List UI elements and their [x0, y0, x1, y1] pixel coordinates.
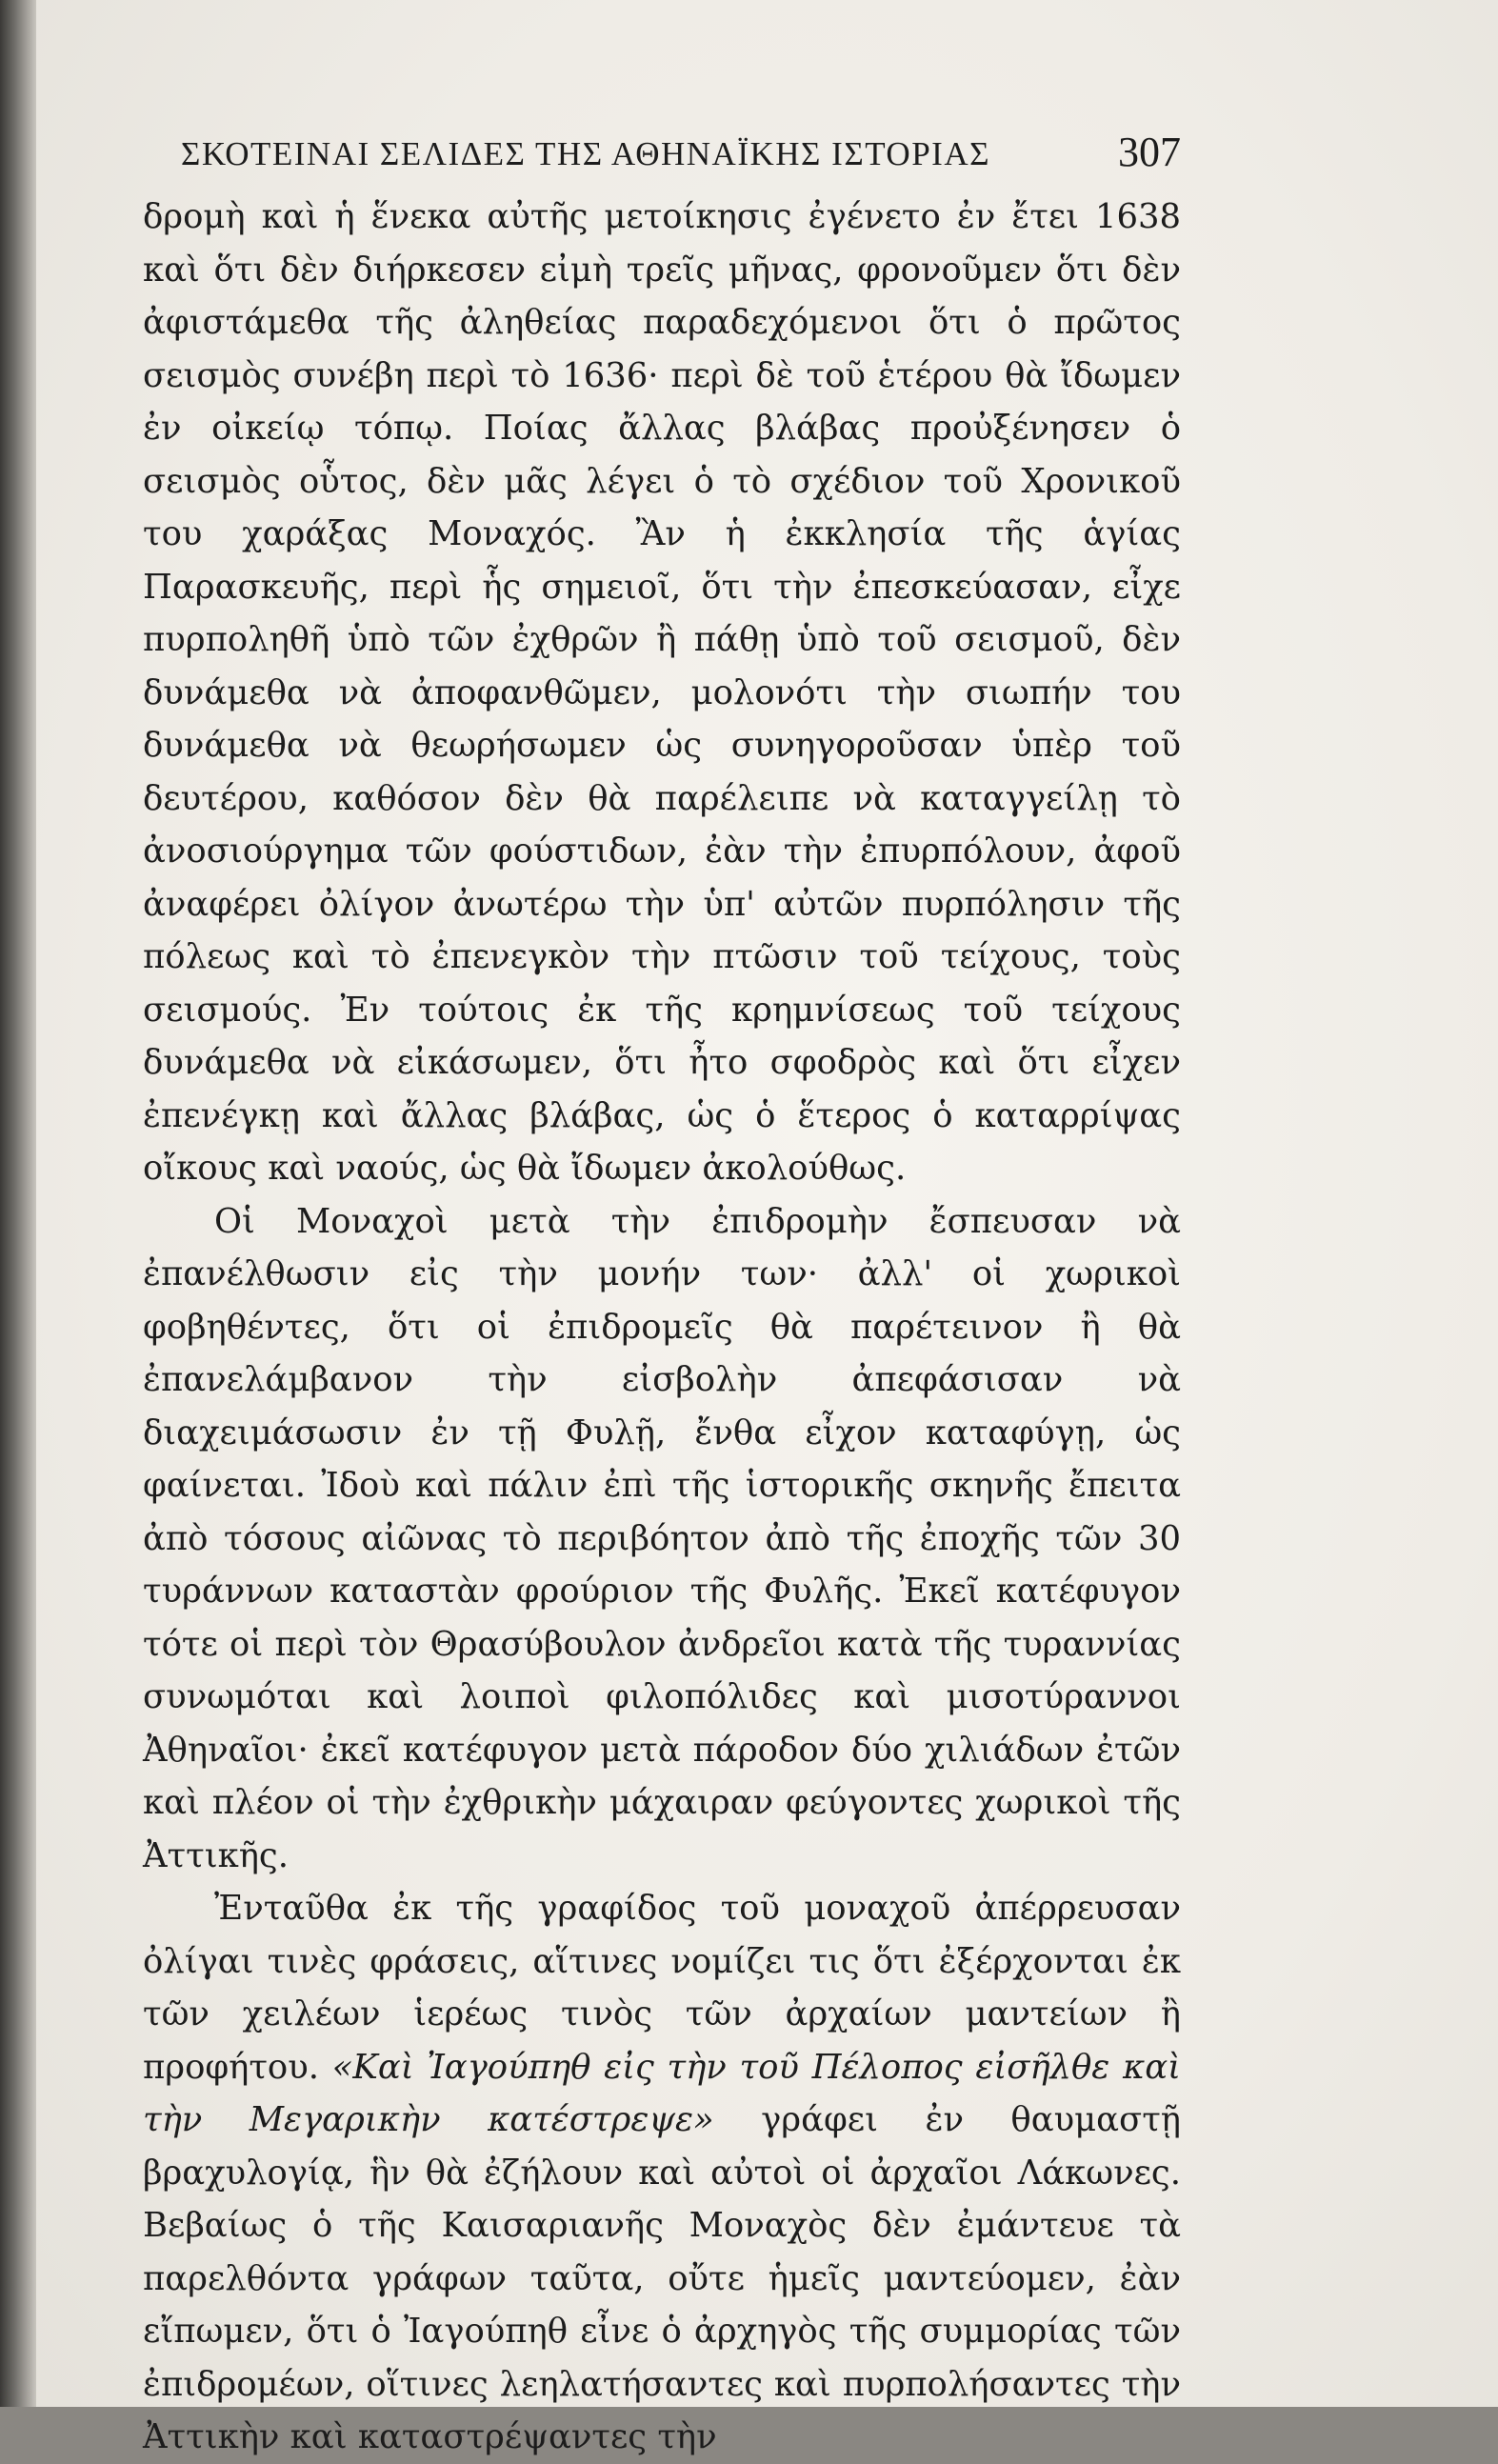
paragraph: [143, 1195, 1181, 1883]
paragraph: [143, 190, 1181, 1195]
running-head: [143, 124, 1181, 185]
book-page: [143, 124, 1181, 2464]
paragraph: [143, 1882, 1181, 2464]
paragraph-text: Οἱ Μοναχοὶ μετὰ τὴν ἐπιδρομὴν ἔσπευσαν νὰ ἐπανέλθωσιν εἰς τὴν μονήν των· ἀλλ' οἱ χωρικοὶ φοβηθέντες, ὅτι οἱ ἐπιδρομεῖς θὰ παρέτεινον ἢ θὰ ἐπανελάμβανον τὴν εἰσβολὴν ἀπεφάσισαν νὰ διαχειμάσωσιν ἐν τῇ Φυλῇ, ἔνθα εἶχον καταφύγῃ, ὡς φαίνεται. Ἰδοὺ καὶ πάλιν ἐπὶ τῆς ἱστορικῆς σκηνῆς ἔπειτα ἀπὸ τόσους αἰῶνας τὸ περιβόητον ἀπὸ τῆς ἐποχῆς τῶν 30 τυράννων καταστὰν φρούριον τῆς Φυλῆς. Ἐκεῖ κατέφυγον τότε οἱ περὶ τὸν Θρασύβουλον ἀνδρεῖοι κατὰ τῆς τυραννίας συνωμόται καὶ λοιποὶ φιλοπόλιδες καὶ μισοτύραννοι Ἀθηναῖοι· ἐκεῖ κατέφυγον μετὰ πάροδον δύο χιλιάδων ἐτῶν καὶ πλέον οἱ τὴν ἐχθρικὴν μάχαιραν φεύγοντες χωρικοὶ τῆς Ἀττικῆς.: [143, 1201, 1181, 1875]
paragraph-text: γράφει ἐν θαυμαστῇ βραχυλογίᾳ, ἣν θὰ ἐζήλουν καὶ αὐτοὶ οἱ ἀρχαῖοι Λάκωνες. Βεβαίως ὁ τῆς Καισαριανῆς Μοναχὸς δὲν ἐμάντευε τὰ παρελθόντα γράφων ταῦτα, οὔτε ἡμεῖς μαντεύομεν, ἐὰν εἴπωμεν, ὅτι ὁ Ἰαγούπηθ εἶνε ὁ ἀρχηγὸς τῆς συμμορίας τῶν ἐπιδρομέων, οἵτινες λεηλατήσαντες καὶ πυρπολήσαντες τὴν Ἀττικὴν καὶ καταστρέψαντες τὴν: [143, 2100, 1181, 2456]
quoted-chronicle-text: «Καὶ Ἰαγούπηθ εἰς τὴν τοῦ Πέλοπος εἰσῆλθε καὶ τὴν Μεγαρικὴν κατέστρεψε»: [143, 2047, 1181, 2139]
page-number: 307: [1118, 129, 1181, 175]
running-title: ΣΚΟΤΕΙΝΑΙ ΣΕΛΙΔΕΣ ΤΗΣ ΑΘΗΝΑΪΚΗΣ ΙΣΤΟΡΙΑΣ: [181, 135, 990, 172]
binding-shadow: [0, 0, 36, 2407]
body-text: [143, 190, 1181, 2464]
paragraph-text: Ἐνταῦθα ἐκ τῆς γραφίδος τοῦ μοναχοῦ ἀπέρρευσαν ὀλίγαι τινὲς φράσεις, αἵτινες νομίζει τις ὅτι ἐξέρχονται ἐκ τῶν χειλέων ἱερέως τινὸς τῶν ἀρχαίων μαντείων ἢ προφήτου.: [143, 1889, 1181, 2087]
paragraph-text: δρομὴ καὶ ἡ ἕνεκα αὐτῆς μετοίκησις ἐγένετο ἐν ἔτει 1638 καὶ ὅτι δὲν διήρκεσεν εἰμὴ τρεῖς μῆνας, φρονοῦμεν ὅτι δὲν ἀφιστάμεθα τῆς ἀληθείας παραδεχόμενοι ὅτι ὁ πρῶτος σεισμὸς συνέβη περὶ τὸ 1636· περὶ δὲ τοῦ ἑτέρου θὰ ἴδωμεν ἐν οἰκείῳ τόπῳ. Ποίας ἄλλας βλάβας προὐξένησεν ὁ σεισμὸς οὗτος, δὲν μᾶς λέγει ὁ τὸ σχέδιον τοῦ Χρονικοῦ του χαράξας Μοναχός. Ἂν ἡ ἐκκλησία τῆς ἁγίας Παρασκευῆς, περὶ ἧς σημειοῖ, ὅτι τὴν ἐπεσκεύασαν, εἶχε πυρποληθῆ ὑπὸ τῶν ἐχθρῶν ἢ πάθῃ ὑπὸ τοῦ σεισμοῦ, δὲν δυνάμεθα νὰ ἀποφανθῶμεν, μολονότι τὴν σιωπήν του δυνάμεθα νὰ θεωρήσωμεν ὡς συνηγοροῦσαν ὑπὲρ τοῦ δευτέρου, καθόσον δὲν θὰ παρέλειπε νὰ καταγγείλῃ τὸ ἀνοσιούργημα τῶν φούστιδων, ἐὰν τὴν ἐπυρπόλουν, ἀφοῦ ἀναφέρει ὀλίγον ἀνωτέρω τὴν ὑπ' αὐτῶν πυρπόλησιν τῆς πόλεως καὶ τὸ ἐπενεγκὸν τὴν πτῶσιν τοῦ τείχους, τοὺς σεισμούς. Ἐν τούτοις ἐκ τῆς κρημνίσεως τοῦ τείχους δυνάμεθα νὰ εἰκάσωμεν, ὅτι ἦτο σφοδρὸς καὶ ὅτι εἶχεν ἐπενέγκῃ καὶ ἄλλας βλάβας, ὡς ὁ ἕτερος ὁ καταρρίψας οἴκους καὶ ναούς, ὡς θὰ ἴδωμεν ἀκολούθως.: [143, 197, 1181, 1188]
